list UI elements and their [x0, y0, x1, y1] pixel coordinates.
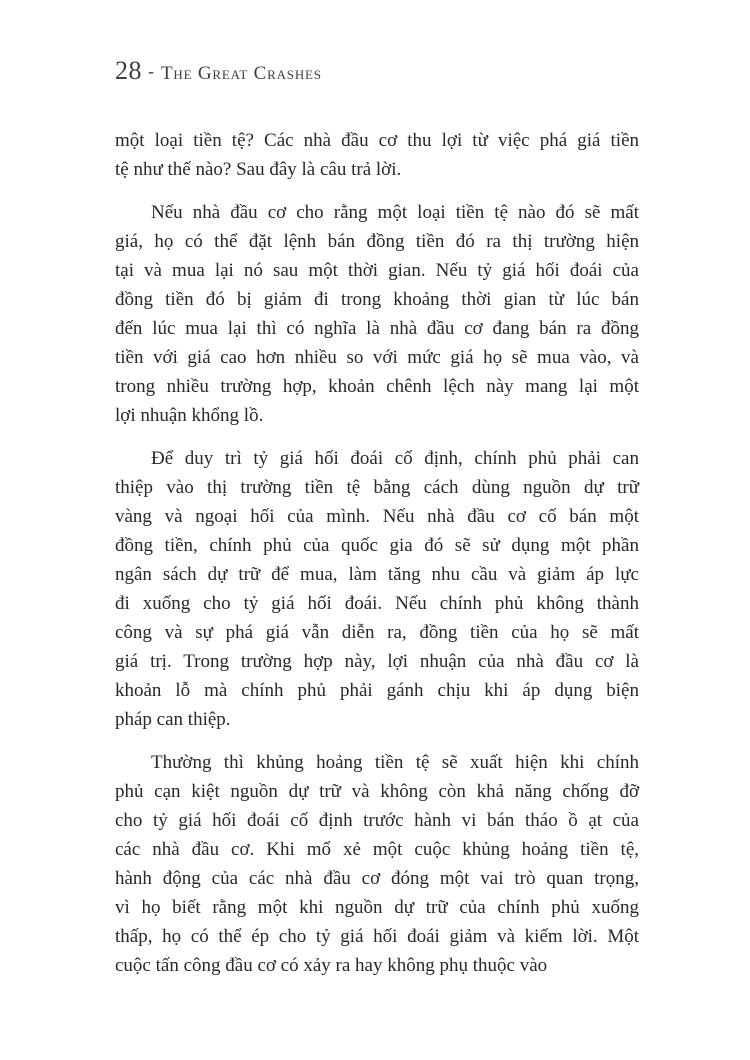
text-line: thiệp vào thị trường tiền tệ bằng cách dùng nguồn dự trữ — [115, 477, 639, 498]
text-line: công và sự phá giá vẫn diễn ra, đồng tiền của họ sẽ mất — [115, 622, 639, 643]
text-line: vàng và ngoại hối của mình. Nếu nhà đầu cơ cố bán một — [115, 506, 639, 527]
text-line: giá trị. Trong trường hợp này, lợi nhuận của nhà đầu cơ là — [115, 651, 639, 672]
paragraph — [115, 444, 639, 734]
text-line: pháp can thiệp. — [115, 709, 231, 730]
text-line: Thường thì khủng hoảng tiền tệ sẽ xuất hiện khi chính — [151, 752, 639, 773]
book-title: The Great Crashes — [161, 63, 322, 84]
text-line: hành động của các nhà đầu cơ đóng một vai trò quan trọng, — [115, 868, 639, 889]
text-line: giá, họ có thể đặt lệnh bán đồng tiền đó ra thị trường hiện — [115, 231, 639, 252]
page-body — [115, 126, 639, 980]
running-header — [115, 56, 322, 86]
text-line: một loại tiền tệ? Các nhà đầu cơ thu lợi từ việc phá giá tiền — [115, 130, 639, 151]
header-separator: - — [148, 61, 154, 81]
text-line: tệ như thế nào? Sau đây là câu trả lời. — [115, 159, 402, 180]
text-line: ngân sách dự trữ để mua, làm tăng nhu cầu và giảm áp lực — [115, 564, 639, 585]
text-line: cuộc tấn công đầu cơ có xảy ra hay không phụ thuộc vào — [115, 955, 548, 976]
text-line: cho tỷ giá hối đoái cố định trước hành vi bán tháo ồ ạt của — [115, 810, 639, 831]
text-line: các nhà đầu cơ. Khi mổ xẻ một cuộc khủng hoảng tiền tệ, — [115, 839, 639, 860]
text-line: tiền với giá cao hơn nhiều so với mức giá họ sẽ mua vào, và — [115, 347, 639, 368]
text-line: thấp, họ có thể ép cho tỷ giá hối đoái giảm và kiếm lời. Một — [115, 926, 639, 947]
paragraph — [115, 198, 639, 430]
page-number: 28 — [115, 56, 142, 85]
text-line: khoản lỗ mà chính phủ phải gánh chịu khi áp dụng biện — [115, 680, 639, 701]
text-line: lợi nhuận khổng lồ. — [115, 405, 264, 426]
text-line: đồng tiền đó bị giảm đi trong khoảng thời gian từ lúc bán — [115, 289, 639, 310]
text-line: đi xuống cho tỷ giá hối đoái. Nếu chính phủ không thành — [115, 593, 639, 614]
text-line: trong nhiều trường hợp, khoản chênh lệch này mang lại một — [115, 376, 639, 397]
text-line: đồng tiền, chính phủ của quốc gia đó sẽ sử dụng một phần — [115, 535, 639, 556]
text-line: vì họ biết rằng một khi nguồn dự trữ của chính phủ xuống — [115, 897, 639, 918]
text-line: tại và mua lại nó sau một thời gian. Nếu tỷ giá hối đoái của — [115, 260, 639, 281]
text-line: phủ cạn kiệt nguồn dự trữ và không còn khả năng chống đỡ — [115, 781, 639, 802]
paragraph — [115, 748, 639, 980]
text-line: đến lúc mua lại thì có nghĩa là nhà đầu cơ đang bán ra đồng — [115, 318, 639, 339]
paragraph — [115, 126, 639, 184]
text-line: Để duy trì tỷ giá hối đoái cố định, chính phủ phải can — [151, 448, 639, 469]
text-line: Nếu nhà đầu cơ cho rằng một loại tiền tệ nào đó sẽ mất — [151, 202, 639, 223]
